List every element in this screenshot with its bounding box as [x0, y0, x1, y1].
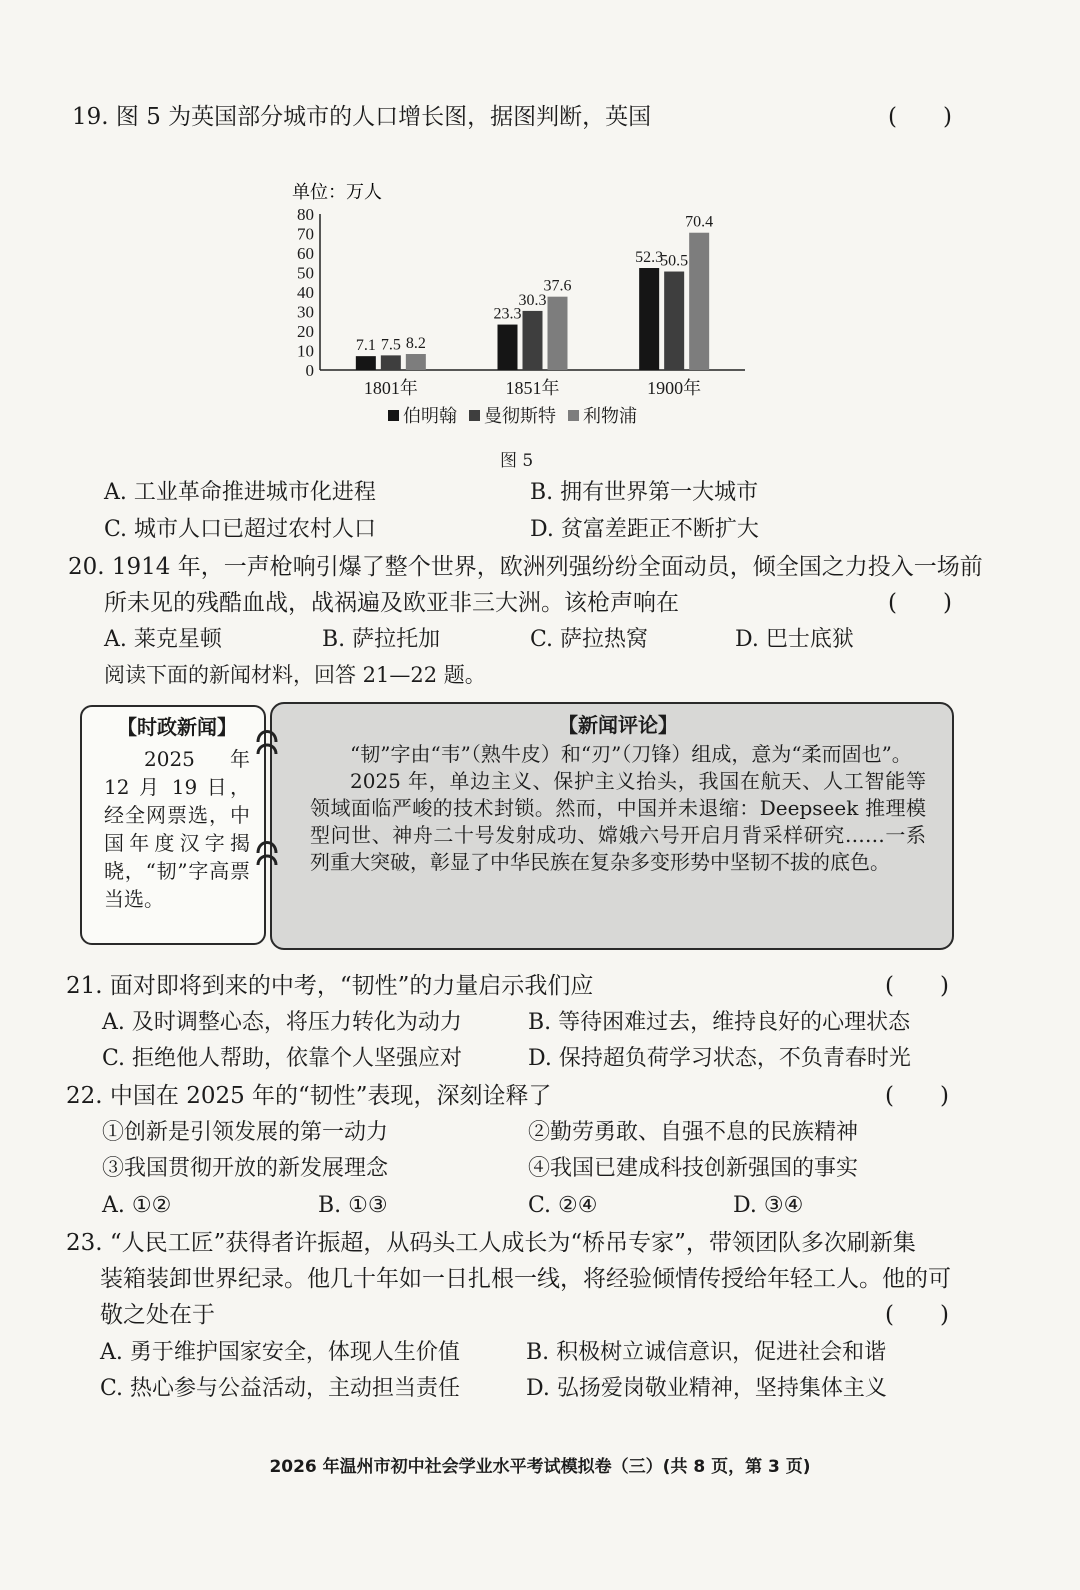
legend-swatch: [469, 410, 480, 421]
x-tick-label: 1851年: [505, 378, 560, 398]
figure-caption: 图 5: [500, 451, 534, 471]
y-tick-label: 10: [297, 341, 314, 361]
data-label: 37.6: [543, 277, 572, 295]
q20-option-b: B. 萨拉托加: [322, 627, 441, 652]
y-tick-label: 40: [297, 283, 314, 302]
q21-bracket: ( ): [885, 973, 949, 999]
q20-stem-line1: 20. 1914 年，一声枪响引爆了整个世界，欧洲列强纷纷全面动员，倾全国之力投入一场前: [68, 554, 983, 580]
y-tick-label: 0: [305, 361, 314, 380]
data-label: 8.2: [405, 335, 426, 353]
legend-label: 伯明翰: [403, 406, 457, 426]
q22-option-b: B. ①③: [318, 1193, 388, 1218]
x-tick-label: 1900年: [647, 378, 702, 398]
q22-statement-3: ③我国贯彻开放的新发展理念: [102, 1156, 389, 1181]
q19-stem: 19. 图 5 为英国部分城市的人口增长图，据图判断，英国: [72, 104, 652, 130]
q22-option-c: C. ②④: [528, 1193, 598, 1218]
q22-statement-4: ④我国已建成科技创新强国的事实: [528, 1156, 859, 1181]
q23-option-d: D. 弘扬爱岗敬业精神，坚持集体主义: [526, 1376, 887, 1401]
bar: [548, 297, 568, 370]
q19-option-a: A. 工业革命推进城市化进程: [104, 480, 376, 505]
q23-option-c: C. 热心参与公益活动，主动担当责任: [100, 1376, 461, 1401]
bar: [406, 354, 426, 370]
q19-option-d: D. 贫富差距正不断扩大: [530, 517, 759, 542]
q23-option-b: B. 积极树立诚信意识，促进社会和谐: [526, 1340, 887, 1365]
binder-ring-icon: [254, 835, 280, 871]
q22-statement-2: ②勤劳勇敢、自强不息的民族精神: [528, 1120, 859, 1145]
data-label: 7.5: [380, 336, 401, 354]
news-right-title: 【新闻评论】: [558, 713, 678, 737]
y-tick-label: 70: [297, 224, 314, 244]
q23-stem-line1: 23. “人民工匠”获得者许振超，从码头工人成长为“桥吊专家”，带领团队多次刷新集: [66, 1230, 916, 1256]
q22-statement-1: ①创新是引领发展的第一动力: [102, 1120, 389, 1145]
q21-option-a: A. 及时调整心态，将压力转化为动力: [102, 1010, 462, 1035]
bar: [356, 356, 376, 370]
q23-stem-line2: 装箱装卸世界纪录。他几十年如一日扎根一线，将经验倾情传授给年轻工人。他的可: [100, 1266, 951, 1292]
q21-option-c: C. 拒绝他人帮助，依靠个人坚强应对: [102, 1046, 463, 1071]
news-left-title: 【时政新闻】: [117, 715, 237, 739]
y-tick-label: 60: [297, 244, 314, 263]
q22-stem: 22. 中国在 2025 年的“韧性”表现，深刻诠释了: [66, 1083, 552, 1109]
x-tick-label: 1801年: [363, 378, 418, 398]
q23-option-a: A. 勇于维护国家安全，体现人生价值: [100, 1340, 460, 1365]
chart-unit-label: 单位：万人: [292, 182, 382, 202]
q23-bracket: ( ): [885, 1302, 949, 1328]
y-tick-label: 30: [297, 302, 314, 322]
q22-option-a: A. ①②: [102, 1193, 172, 1218]
bar-series: [356, 214, 713, 370]
data-label: 50.5: [660, 252, 689, 270]
data-label: 30.3: [518, 291, 547, 309]
q20-bracket: ( ): [888, 590, 952, 616]
legend-label: 利物浦: [583, 406, 637, 426]
bar: [689, 233, 709, 370]
legend-swatch: [388, 410, 399, 421]
news-right-paragraph-2: 2025 年，单边主义、保护主义抬头，我国在航天、人工智能等领域面临严峻的技术封锁。然而，中国并未退缩：Deepseek 推理模型问世、神舟二十号发射成功、嫦娥六号开启月背采样研究……一系列重大突破，彰显了中华民族在复杂多变形势中坚韧不拔的底色。: [310, 769, 926, 874]
bar: [523, 311, 543, 370]
q21-option-d: D. 保持超负荷学习状态，不负青春时光: [528, 1046, 911, 1071]
y-tick-label: 20: [297, 322, 314, 341]
data-label: 23.3: [493, 305, 522, 323]
legend-swatch: [568, 410, 579, 421]
news-right-paragraph-1: “韧”字由“韦”（熟牛皮）和“刃”（刀锋）组成，意为“柔而固也”。: [350, 742, 912, 766]
data-label: 7.1: [355, 337, 376, 355]
bar: [498, 325, 518, 370]
q22-option-d: D. ③④: [733, 1193, 804, 1218]
q23-stem-line3: 敬之处在于: [100, 1302, 215, 1328]
bar: [381, 355, 401, 370]
chart-legend: [388, 406, 637, 426]
q19-option-b: B. 拥有世界第一大城市: [530, 480, 759, 505]
bar: [664, 272, 684, 370]
news-box-current-affairs: [80, 705, 266, 945]
q19-bracket: ( ): [888, 104, 952, 130]
data-label: 70.4: [685, 213, 714, 231]
bar: [639, 268, 659, 370]
q19-option-c: C. 城市人口已超过农村人口: [104, 517, 377, 542]
data-label: 52.3: [635, 249, 664, 267]
q20-option-d: D. 巴士底狱: [735, 627, 854, 652]
binder-ring-icon: [254, 724, 280, 760]
x-axis-labels: [364, 377, 701, 398]
q20-option-a: A. 莱克星顿: [104, 627, 222, 652]
news-box-commentary: [270, 702, 954, 950]
page-footer: 2026 年温州市初中社会学业水平考试模拟卷（三）(共 8 页，第 3 页): [269, 1457, 811, 1477]
news-left-body: 2025 年 12 月 19 日，经全网票选，中国年度汉字揭晓，“韧”字高票当选。: [104, 747, 250, 911]
legend-label: 曼彻斯特: [484, 406, 556, 426]
q21-stem: 21. 面对即将到来的中考，“韧性”的力量启示我们应: [66, 973, 594, 999]
y-tick-label: 80: [297, 205, 314, 224]
q20-stem-line2: 所未见的残酷血战，战祸遍及欧亚非三大洲。该枪声响在: [104, 590, 679, 616]
y-tick-label: 50: [297, 263, 314, 283]
q21-option-b: B. 等待困难过去，维持良好的心理状态: [528, 1010, 911, 1035]
q22-bracket: ( ): [885, 1083, 949, 1109]
q20-option-c: C. 萨拉热窝: [530, 627, 649, 652]
population-bar-chart: [270, 170, 770, 440]
reading-intro: 阅读下面的新闻材料，回答 21—22 题。: [104, 663, 486, 687]
